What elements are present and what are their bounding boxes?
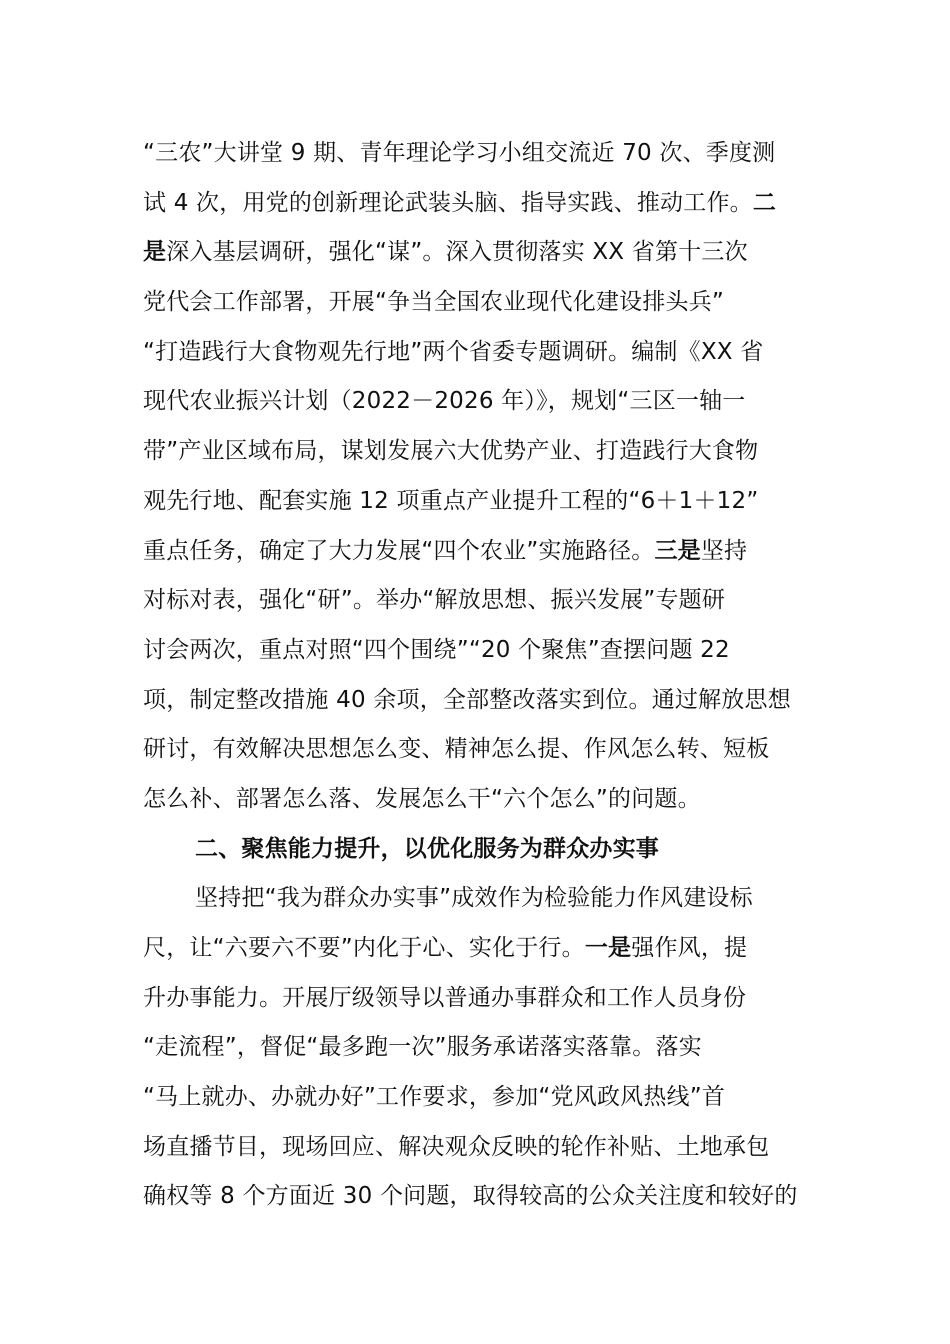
paragraph-line	[143, 527, 808, 577]
bold-marker: 一是	[584, 935, 632, 961]
paragraph-line	[143, 477, 808, 527]
text-run: 坚持把“我为群众办实事”成效作为检验能力作风建设标	[195, 885, 753, 912]
text-run: 项，制定整改措施 40 余项，全部整改落实到位。通过解放思想	[143, 686, 791, 713]
text-run: 党代会工作部署，开展“争当全国农业现代化建设排头兵”	[143, 289, 725, 316]
bold-marker: 三是	[654, 537, 701, 564]
paragraph-line	[143, 725, 808, 775]
paragraph-line	[143, 427, 808, 477]
text-run: 强作风，提	[631, 935, 748, 961]
paragraph-line	[143, 179, 808, 229]
paragraph-line	[143, 129, 808, 179]
paragraph-line	[143, 1123, 808, 1173]
paragraph-line	[143, 1073, 808, 1123]
text-run: 升办事能力。开展厅级领导以普通办事群众和工作人员身份	[143, 984, 747, 1011]
text-run: 怎么补、部署怎么落、发展怎么干“六个怎么”的问题。	[143, 785, 701, 812]
bold-marker: 是	[143, 239, 167, 266]
text-run: 重点任务，确定了大力发展“四个农业”实施路径。	[143, 537, 655, 564]
paragraph-line	[143, 775, 808, 825]
text-run: 尺，让“六要六不要”内化于心、实化于行。	[143, 935, 585, 961]
text-run: 坚持	[700, 537, 748, 564]
paragraph-line	[143, 874, 808, 924]
text-run: 观先行地、配套实施 12 项重点产业提升工程的“6＋1＋12”	[143, 487, 759, 514]
paragraph-line	[143, 228, 808, 278]
text-run: 深入基层调研，强化“谋”。深入贯彻落实 XX 省第十三次	[166, 239, 748, 266]
heading-text: 二、聚焦能力提升，以优化服务为群众办实事	[195, 835, 659, 862]
paragraph-line	[143, 278, 808, 328]
paragraph-line	[143, 924, 808, 974]
text-run: “三农”大讲堂 9 期、青年理论学习小组交流近 70 次、季度测	[143, 140, 776, 166]
text-run: 带”产业区域布局，谋划发展六大优势产业、打造践行大食物	[143, 438, 759, 465]
text-run: 试 4 次，用党的创新理论武装头脑、指导实践、推动工作。	[143, 189, 753, 216]
text-run: 研讨，有效解决思想怎么变、精神怎么提、作风怎么转、短板	[143, 736, 770, 763]
text-run: 场直播节目，现场回应、解决观众反映的轮作补贴、土地承包	[143, 1133, 770, 1160]
bold-marker: 二	[752, 189, 777, 216]
paragraph-line	[143, 626, 808, 676]
paragraph-line	[143, 377, 808, 427]
text-run: 现代农业振兴计划（2022－2026 年）》，规划“三区一轴一	[143, 388, 746, 415]
paragraph-line	[143, 676, 808, 726]
text-run: 对标对表，强化“研”。举办“解放思想、振兴发展”专题研	[143, 587, 726, 614]
text-run: “马上就办、办就办好”工作要求，参加“党风政风热线”首	[143, 1084, 726, 1111]
paragraph-line	[143, 974, 808, 1024]
paragraph-line	[143, 1172, 808, 1222]
text-run: 确权等 8 个方面近 30 个问题，取得较高的公众关注度和较好的	[143, 1183, 798, 1210]
section-heading	[143, 825, 808, 875]
text-run: “走流程”，督促“最多跑一次”服务承诺落实落靠。落实	[143, 1034, 702, 1061]
body-text	[143, 129, 808, 1222]
text-run: 讨会两次，重点对照“四个围绕”“20 个聚焦”查摆问题 22	[143, 636, 730, 663]
paragraph-line	[143, 328, 808, 378]
paragraph-line	[143, 576, 808, 626]
text-run: “打造践行大食物观先行地”两个省委专题调研。编制《XX 省	[143, 338, 764, 365]
paragraph-line	[143, 1023, 808, 1073]
